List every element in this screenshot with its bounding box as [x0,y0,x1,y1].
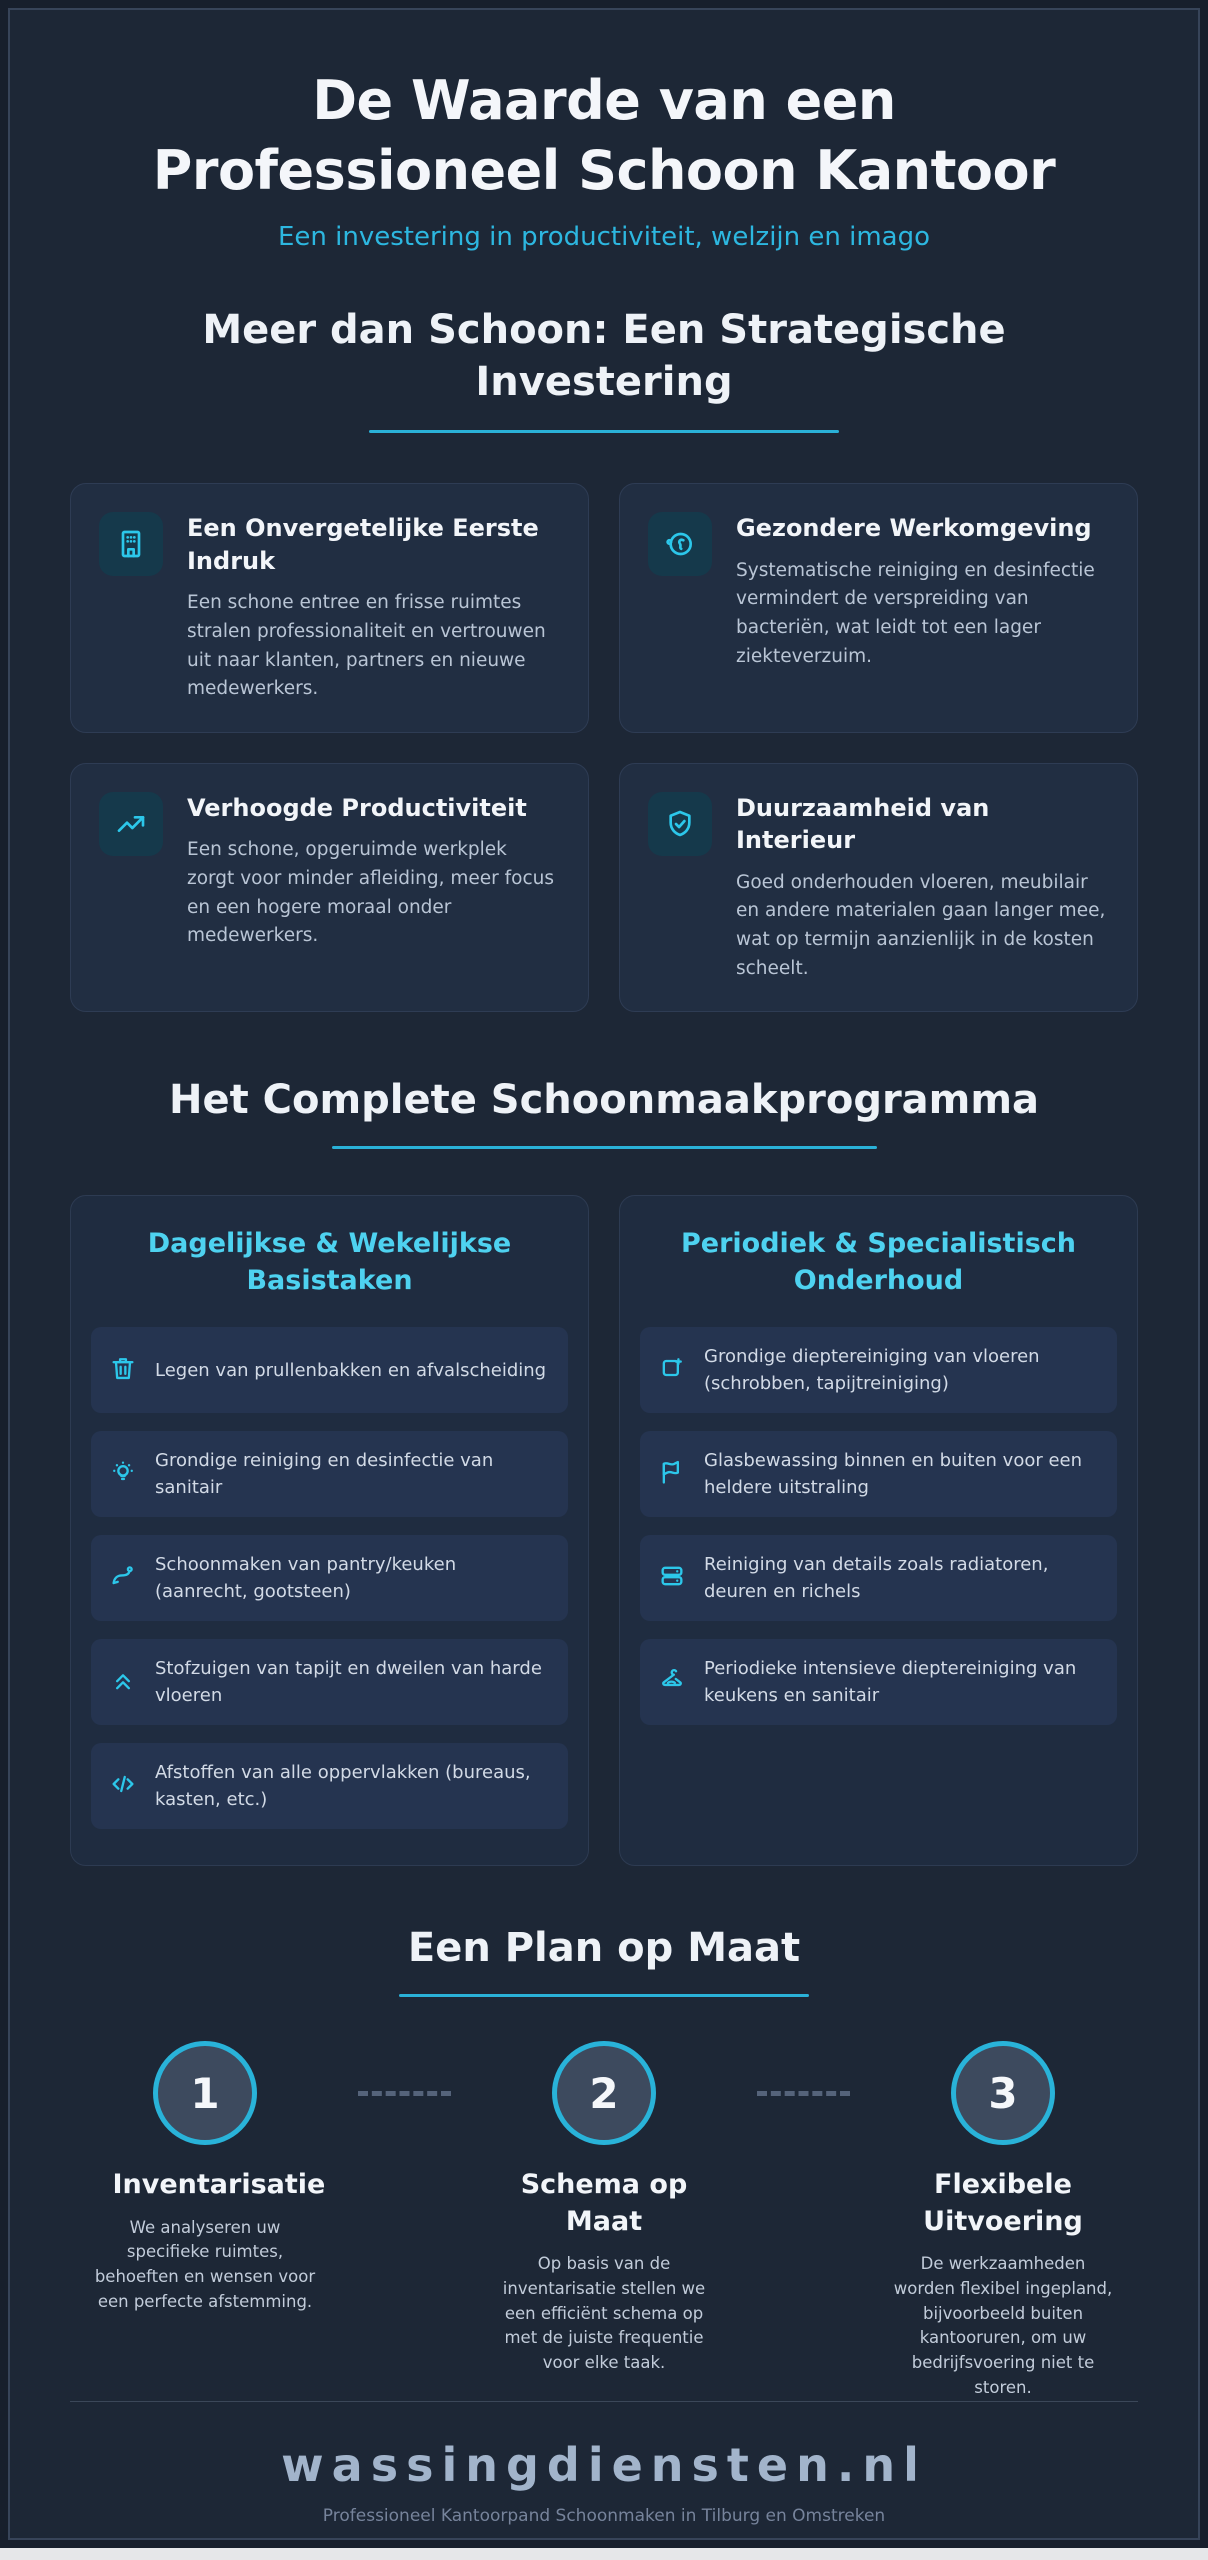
benefits-heading: Meer dan Schoon: Een Strategische Investering [202,307,1006,406]
task-text: Grondige dieptereiniging van vloeren (schrobben, tapijtreiniging) [704,1346,1040,1395]
step-text: We analyseren uw specifieke ruimtes, behoeften en wensen voor een perfecte afstemming. [94,2217,316,2311]
program-underline [332,1146,877,1149]
benefit-card [619,763,1138,1012]
lightbulb-icon [109,1458,137,1490]
plan-step-3 [878,2041,1128,2400]
plan-steps [70,2041,1138,2400]
benefit-card-text: Goed onderhouden vloeren, meubilair en andere materialen gaan langer mee, wat op termijn aanzienlijk in de kosten scheelt. [736,871,1106,979]
benefit-card-title: Een Onvergetelijke Eerste Indruk [187,514,539,575]
task-text: Stofzuigen van tapijt en dweilen van harde vloeren [155,1658,542,1707]
step-title: Schema op Maat [520,2169,688,2237]
panel-periodic-maintenance [619,1195,1138,1866]
task-item [91,1327,568,1413]
task-list [91,1327,568,1829]
task-text: Legen van prullenbakken en afvalscheiding [155,1359,547,1381]
step-number-badge: 2 [552,2041,656,2145]
benefit-card-body [736,512,1109,703]
task-item [91,1743,568,1829]
page-title-line2: Professioneel Schoon Kantoor [152,139,1056,203]
step-title: Flexibele Uitvoering [923,2169,1083,2237]
task-item [91,1639,568,1725]
benefit-card-body [736,792,1109,983]
benefit-card-text: Een schone entree en frisse ruimtes stralen professionaliteit en vertrouwen uit naar klanten, partners en nieuwe medewerkers. [187,592,546,700]
benefit-card-text: Een schone, opgeruimde werkplek zorgt voor minder afleiding, meer focus en een hogere moraal onder medewerkers. [187,839,555,947]
task-item [640,1327,1117,1413]
step-connector [358,2091,451,2096]
benefit-card [70,763,589,1012]
header [70,46,1138,252]
benefit-cards [70,483,1138,1012]
page-title [70,66,1138,206]
chevrons-up-icon [109,1666,137,1698]
benefit-card-title: Verhoogde Productiviteit [187,793,527,822]
section-plan [70,1922,1138,2400]
task-text: Schoonmaken van pantry/keuken (aanrecht, gootsteen) [155,1554,457,1603]
task-list [640,1327,1117,1725]
program-panels [70,1195,1138,1866]
benefit-card-text: Systematische reiniging en desinfectie vermindert de verspreiding van bacteriën, wat leidt tot een lager ziekteverzuim. [736,559,1095,667]
task-text: Periodieke intensieve dieptereiniging van keukens en sanitair [704,1658,1077,1707]
brand-tagline: Professioneel Kantoorpand Schoonmaken in Tilburg en Omstreken [322,2505,886,2526]
poster-inner [8,8,1200,2540]
program-heading: Het Complete Schoonmaakprogramma [168,1077,1040,1124]
expand-plus-icon [658,1354,686,1386]
section-benefits [70,304,1138,1012]
shield-check-icon [648,792,712,856]
health-icon [648,512,712,576]
step-text: De werkzaamheden worden flexibel ingepland, bijvoorbeeld buiten kantooruren, om uw bedrijfsvoering niet te storen. [893,2254,1113,2397]
task-item [91,1431,568,1517]
server-icon [658,1562,686,1594]
faucet-icon [109,1562,137,1594]
benefit-card [70,483,589,732]
panel-title: Dagelijkse & Wekelijkse Basistaken [147,1228,512,1296]
step-text: Op basis van de inventarisatie stellen we een efficiënt schema op met de juiste frequentie voor elke taak. [502,2254,706,2373]
step-number-badge: 1 [153,2041,257,2145]
benefit-card-title: Duurzaamheid van Interieur [736,793,990,855]
hanger-icon [658,1666,686,1698]
plan-step-2 [479,2041,729,2376]
panel-title: Periodiek & Specialistisch Onderhoud [680,1228,1077,1296]
plan-underline [399,1994,809,1997]
code-icon [109,1770,137,1802]
step-title: Inventarisatie [112,2169,326,2201]
benefit-card-body [187,512,560,703]
plan-heading: Een Plan op Maat [407,1925,801,1972]
task-text: Glasbewassing binnen en buiten voor een heldere uitstraling [704,1450,1083,1499]
step-number-badge: 3 [951,2041,1055,2145]
task-item [640,1535,1117,1621]
footer-divider [70,2401,1138,2402]
building-icon [99,512,163,576]
task-item [640,1639,1117,1725]
task-text: Grondige reiniging en desinfectie van sanitair [155,1450,494,1499]
benefits-underline [369,430,839,433]
benefit-card-body [187,792,560,983]
task-text: Afstoffen van alle oppervlakken (bureaus, kasten, etc.) [155,1762,531,1811]
task-item [91,1535,568,1621]
benefit-card [619,483,1138,732]
trending-up-icon [99,792,163,856]
task-item [640,1431,1117,1517]
plan-step-1 [80,2041,330,2314]
panel-basic-tasks [70,1195,589,1866]
footer [70,2401,1138,2540]
page-subtitle: Een investering in productiviteit, welzijn en imago [277,222,931,253]
benefit-card-title: Gezondere Werkomgeving [736,514,1092,543]
page-title-line1: De Waarde van een [312,69,896,132]
task-text: Reiniging van details zoals radiatoren, deuren en richels [704,1554,1049,1603]
brand-name: wassingdiensten.nl [281,2437,927,2492]
trash-icon [109,1354,137,1386]
flag-icon [658,1458,686,1490]
section-program [70,1074,1138,1866]
step-connector [757,2091,850,2096]
